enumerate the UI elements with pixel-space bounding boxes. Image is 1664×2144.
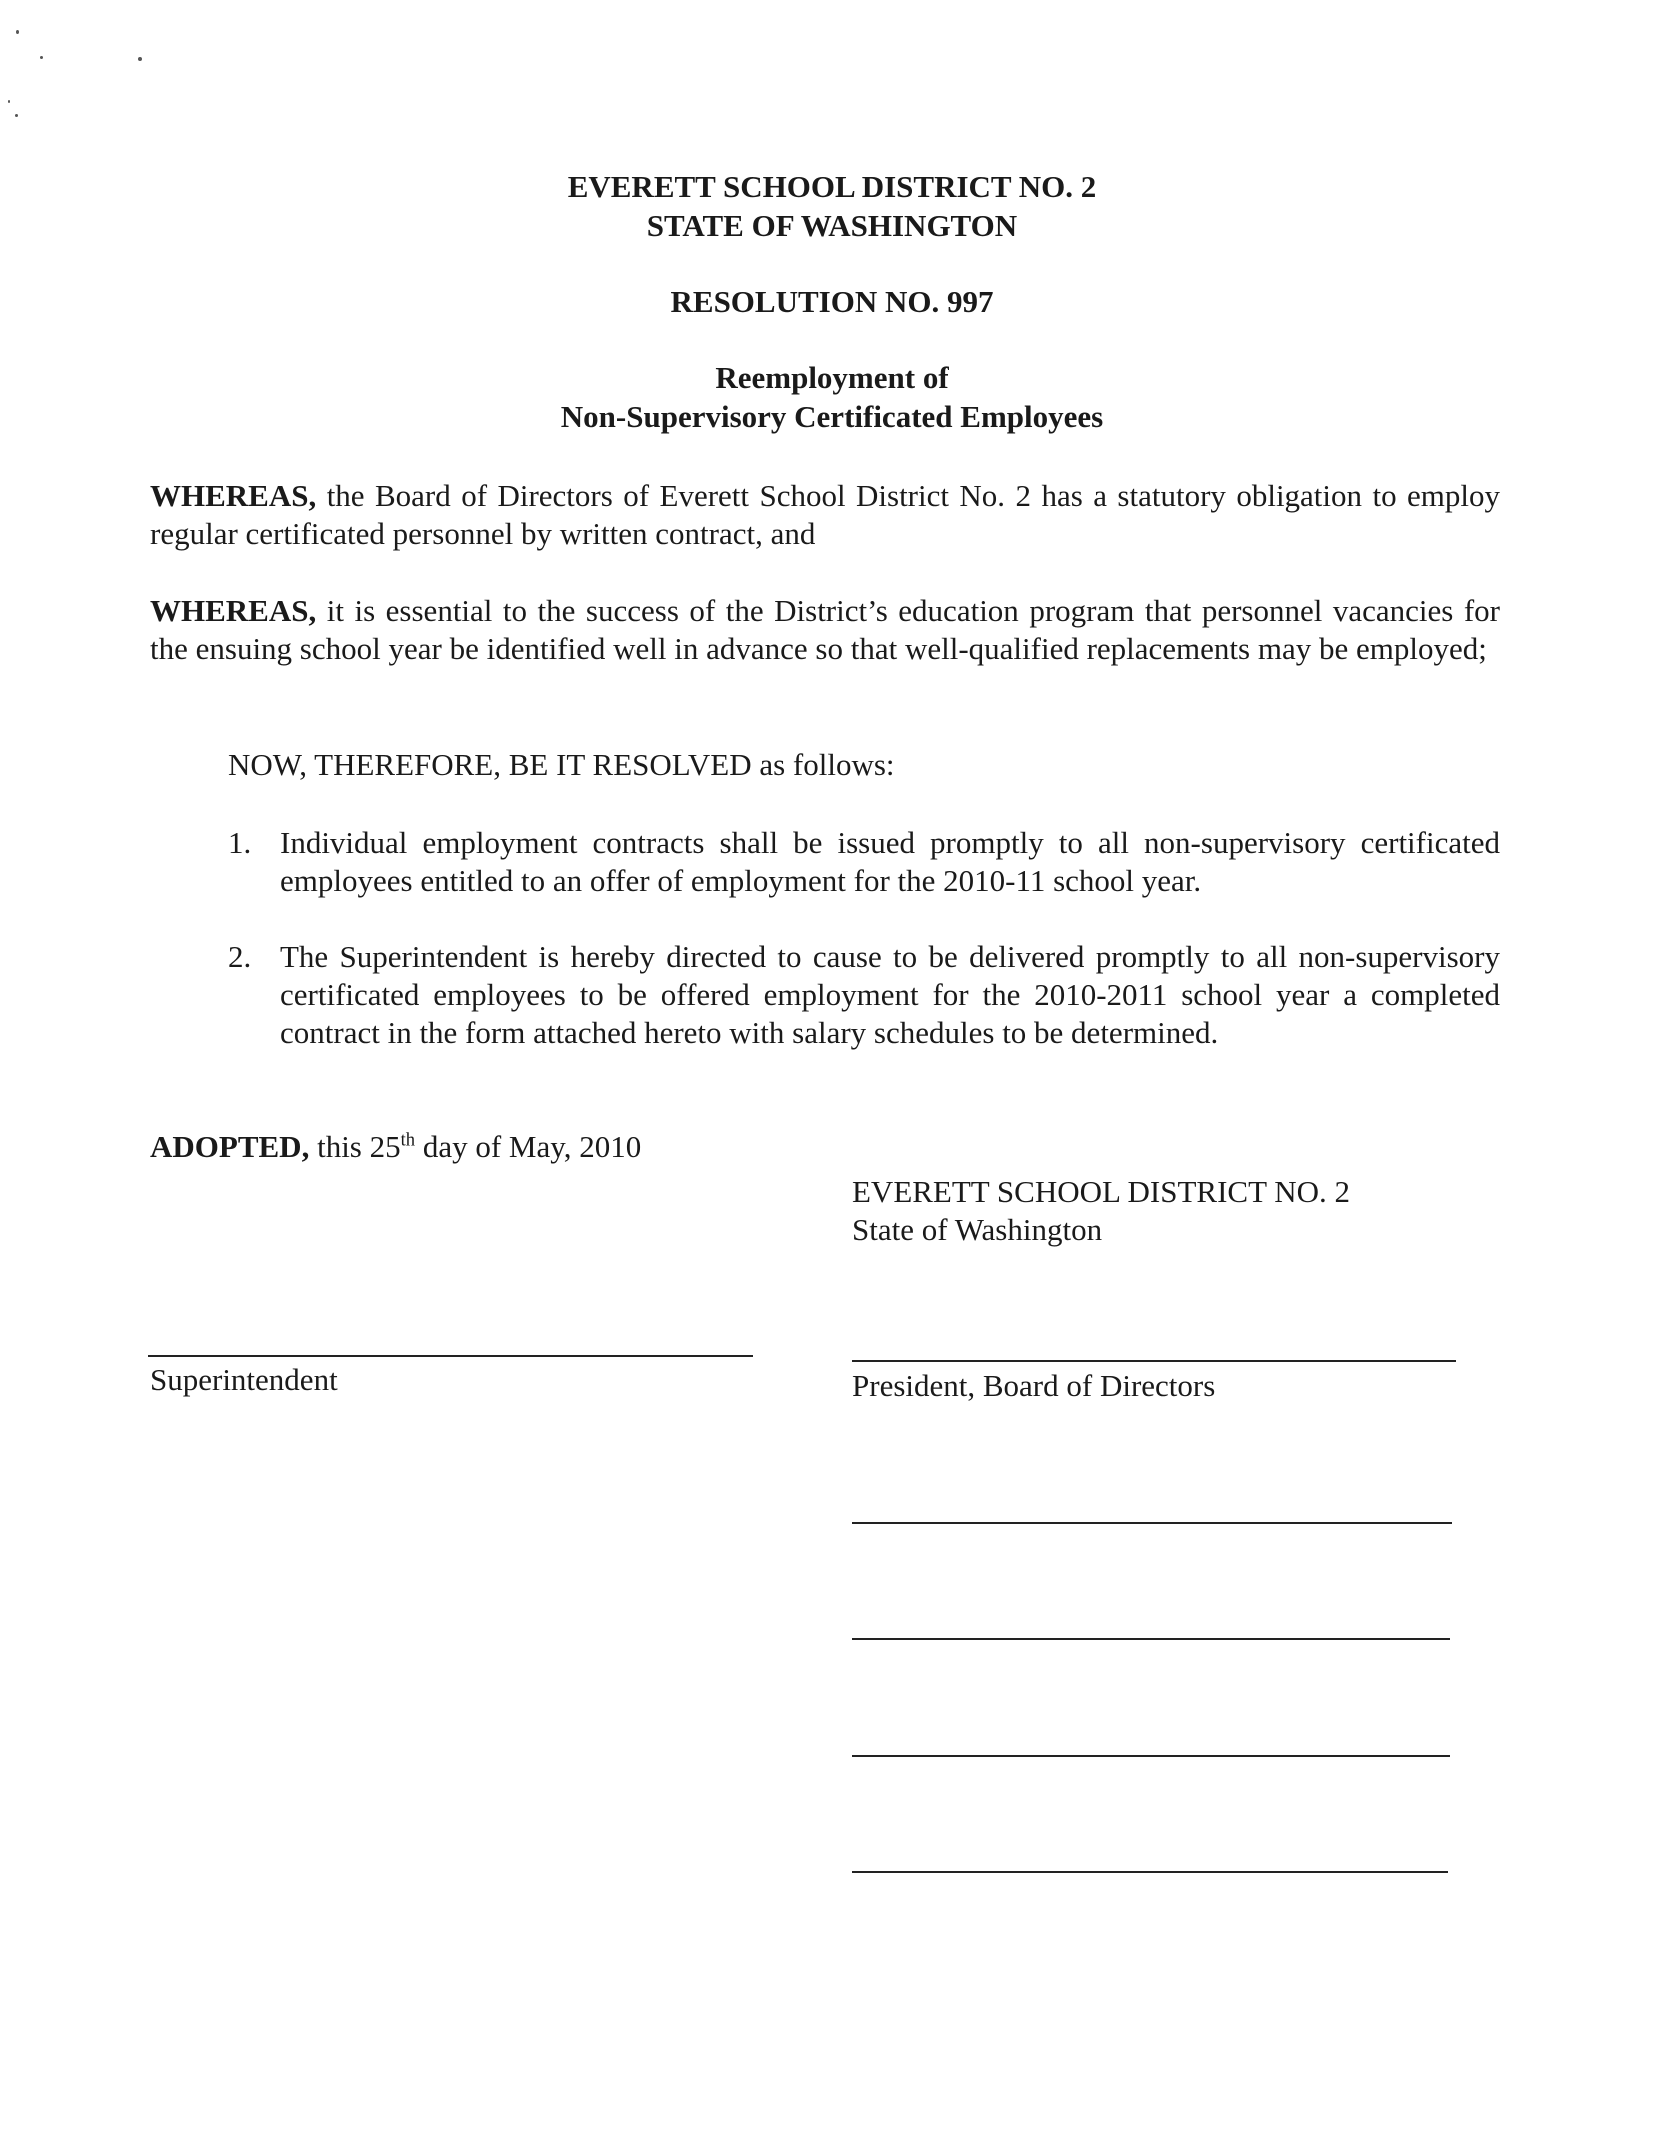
superintendent-caption: Superintendent bbox=[150, 1362, 338, 1397]
director-signature-line bbox=[852, 1871, 1448, 1873]
resolution-number: RESOLUTION NO. 997 bbox=[670, 284, 994, 319]
subject-line-2: Non-Supervisory Certificated Employees bbox=[560, 399, 1104, 434]
adopted-date-rest: day of May, 2010 bbox=[422, 1129, 642, 1164]
whereas-lead: WHEREAS, bbox=[150, 478, 317, 513]
resolved-clause: NOW, THEREFORE, BE IT RESOLVED as follows: bbox=[228, 747, 895, 782]
resolution-item-1: Individual employment contracts shall be issued promptly to all non-supervisory certificated employees entitled to an offer of employment for the 2010-11 school year. bbox=[280, 825, 1500, 898]
whereas-text: the Board of Directors of Everett School District No. 2 has a statutory obligation to employ regular certificated personnel by written contract, and bbox=[150, 478, 1501, 551]
scan-speck bbox=[15, 114, 18, 117]
adopted-line bbox=[150, 1128, 641, 1166]
adopted-date-suffix: th bbox=[400, 1129, 416, 1151]
item-number: 2. bbox=[228, 939, 252, 974]
scan-speck bbox=[40, 56, 43, 59]
director-signature-line bbox=[852, 1522, 1452, 1524]
item-number: 1. bbox=[228, 825, 252, 860]
director-signature-line bbox=[852, 1638, 1450, 1640]
district-title: EVERETT SCHOOL DISTRICT NO. 2 bbox=[567, 169, 1097, 204]
director-signature-line bbox=[852, 1755, 1450, 1757]
adopted-date-prefix: this 25 bbox=[317, 1129, 401, 1164]
whereas-paragraph-2 bbox=[150, 592, 1500, 668]
signature-org-name: EVERETT SCHOOL DISTRICT NO. 2 bbox=[852, 1174, 1351, 1209]
whereas-text: it is essential to the success of the District’s education program that personnel vacancies for the ensuing school year be identified well in advance so that well-qualified replacements may be employed; bbox=[150, 593, 1500, 666]
state-title: STATE OF WASHINGTON bbox=[646, 208, 1018, 243]
scan-speck bbox=[16, 30, 19, 34]
subject-line-1: Reemployment of bbox=[715, 360, 949, 395]
resolution-item-2: The Superintendent is hereby directed to cause to be delivered promptly to all non-supervisory certificated employees to be offered employment for the 2010-2011 school year a completed contract in the form attached hereto with salary schedules to be determined. bbox=[280, 939, 1500, 1050]
whereas-lead: WHEREAS, bbox=[150, 593, 317, 628]
signature-org-state: State of Washington bbox=[852, 1212, 1103, 1247]
superintendent-signature-line bbox=[148, 1355, 753, 1357]
whereas-paragraph-1 bbox=[150, 477, 1500, 553]
scan-speck bbox=[8, 100, 10, 103]
adopted-lead: ADOPTED, bbox=[150, 1129, 310, 1164]
president-caption: President, Board of Directors bbox=[852, 1368, 1216, 1403]
president-signature-line bbox=[852, 1360, 1456, 1362]
scan-speck bbox=[138, 57, 142, 61]
